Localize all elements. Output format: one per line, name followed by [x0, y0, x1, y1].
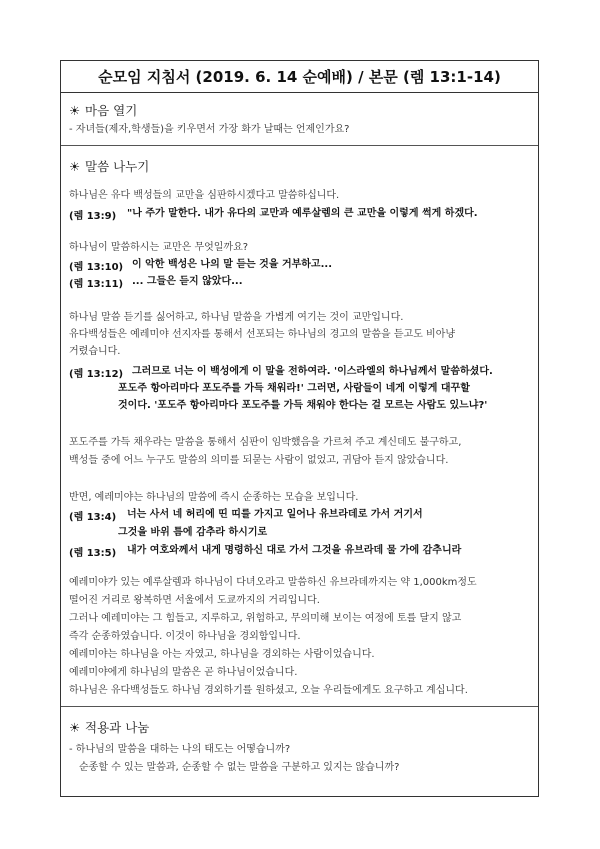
- scripture-text: ... 그들은 듣지 않았다...: [132, 276, 243, 287]
- page-title: 순모임 지침서 (2019. 6. 14 순예배) / 본문 (렘 13:1-14): [60, 60, 539, 93]
- section-heading-share-label: 말씀 나누기: [85, 159, 150, 174]
- share-paragraph: 떨어진 거리로 왕복하면 서울에서 도쿄까지의 거리입니다.: [69, 595, 320, 606]
- section-heading-open-label: 마음 열기: [85, 103, 138, 118]
- share-paragraph: 반면, 예레미야는 하나님의 말씀에 즉시 순종하는 모습을 보입니다.: [69, 492, 359, 503]
- sun-icon: ☀: [69, 159, 81, 174]
- scripture-text: 그것을 바위 틈에 감추라 하시기로: [118, 527, 268, 538]
- scripture-text: 너는 사서 네 허리에 띤 띠를 가지고 일어나 유브라데로 가서 거기서: [127, 509, 423, 520]
- scripture-ref: (렘 13:10): [69, 262, 124, 273]
- scripture-ref: (렘 13:12): [69, 369, 124, 380]
- open-question: - 자녀들(제자,학생들)을 키우면서 가장 화가 날때는 언제인가요?: [69, 124, 350, 135]
- scripture-text: 내가 여호와께서 내게 명령하신 대로 가서 그것을 유브라데 물 가에 감추니라: [127, 545, 462, 556]
- share-paragraph: 거렸습니다.: [69, 346, 121, 357]
- scripture-ref: (렘 13:9): [69, 211, 117, 222]
- guide-body: [60, 93, 539, 797]
- apply-question: - 하나님의 말씀을 대하는 나의 태도는 어떻습니까?: [69, 744, 291, 755]
- share-paragraph: 유다백성들은 예레미야 선지자를 통해서 선포되는 하나님의 경고의 말씀을 듣고도 비아냥: [69, 329, 456, 340]
- scripture-text: 포도주 항아리마다 포도주를 가득 채워라!' 그러면, 사람들이 네게 이렇게 대꾸할: [118, 383, 470, 394]
- share-paragraph: 하나님은 유다 백성들의 교만을 심판하시겠다고 말씀하십니다.: [69, 190, 340, 201]
- apply-question: 순종할 수 있는 말씀과, 순종할 수 없는 말씀을 구분하고 있지는 않습니까?: [79, 762, 400, 773]
- share-paragraph: 하나님이 말씀하시는 교만은 무엇일까요?: [69, 242, 249, 253]
- sun-icon: ☀: [69, 103, 81, 118]
- sun-icon: ☀: [69, 720, 81, 735]
- section-heading-apply-label: 적용과 나눔: [85, 720, 150, 735]
- scripture-text: 것이다. '포도주 항아리마다 포도주를 가득 채워야 한다는 걸 모르는 사람도 있느냐?': [118, 400, 488, 411]
- share-paragraph: 하나님은 유다백성들도 하나님 경외하기를 원하셨고, 오늘 우리들에게도 요구하고 계십니다.: [69, 685, 468, 696]
- share-paragraph: 예레미야가 있는 예루살렘과 하나님이 다녀오라고 말씀하신 유브라데까지는 약 1,000km정도: [69, 577, 477, 588]
- scripture-text: 그러므로 너는 이 백성에게 이 말을 전하여라. '이스라엘의 하나님께서 말씀하셨다.: [132, 366, 493, 377]
- share-paragraph: 백성들 중에 어느 누구도 말씀의 의미를 되묻는 사람이 없었고, 귀담아 듣지 않았습니다.: [69, 455, 449, 466]
- scripture-text: 이 악한 백성은 나의 말 듣는 것을 거부하고...: [132, 259, 332, 270]
- share-paragraph: 하나님 말씀 듣기를 싫어하고, 하나님 말씀을 가볍게 여기는 것이 교만입니다.: [69, 312, 404, 323]
- section-divider: [61, 145, 538, 146]
- share-paragraph: 즉각 순종하였습니다. 이것이 하나님을 경외함입니다.: [69, 631, 301, 642]
- share-paragraph: 예레미야에게 하나님의 말씀은 곧 하나님이었습니다.: [69, 667, 298, 678]
- scripture-ref: (렘 13:11): [69, 279, 124, 290]
- scripture-ref: (렘 13:4): [69, 512, 117, 523]
- share-paragraph: 예레미야는 하나님을 아는 자였고, 하나님을 경외하는 사람이었습니다.: [69, 649, 375, 660]
- section-heading-apply: [69, 718, 149, 736]
- share-paragraph: 그러나 예레미야는 그 힘들고, 지루하고, 위험하고, 무의미해 보이는 여정에 토를 달지 않고: [69, 613, 462, 624]
- section-divider: [61, 706, 538, 707]
- section-heading-open: [69, 101, 137, 119]
- scripture-ref: (렘 13:5): [69, 548, 117, 559]
- section-heading-share: [69, 157, 149, 175]
- share-paragraph: 포도주를 가득 채우라는 말씀을 통해서 심판이 임박했음을 가르쳐 주고 계신데도 불구하고,: [69, 437, 462, 448]
- scripture-text: "나 주가 말한다. 내가 유다의 교만과 예루살렘의 큰 교만을 이렇게 썩게 하겠다.: [127, 208, 478, 219]
